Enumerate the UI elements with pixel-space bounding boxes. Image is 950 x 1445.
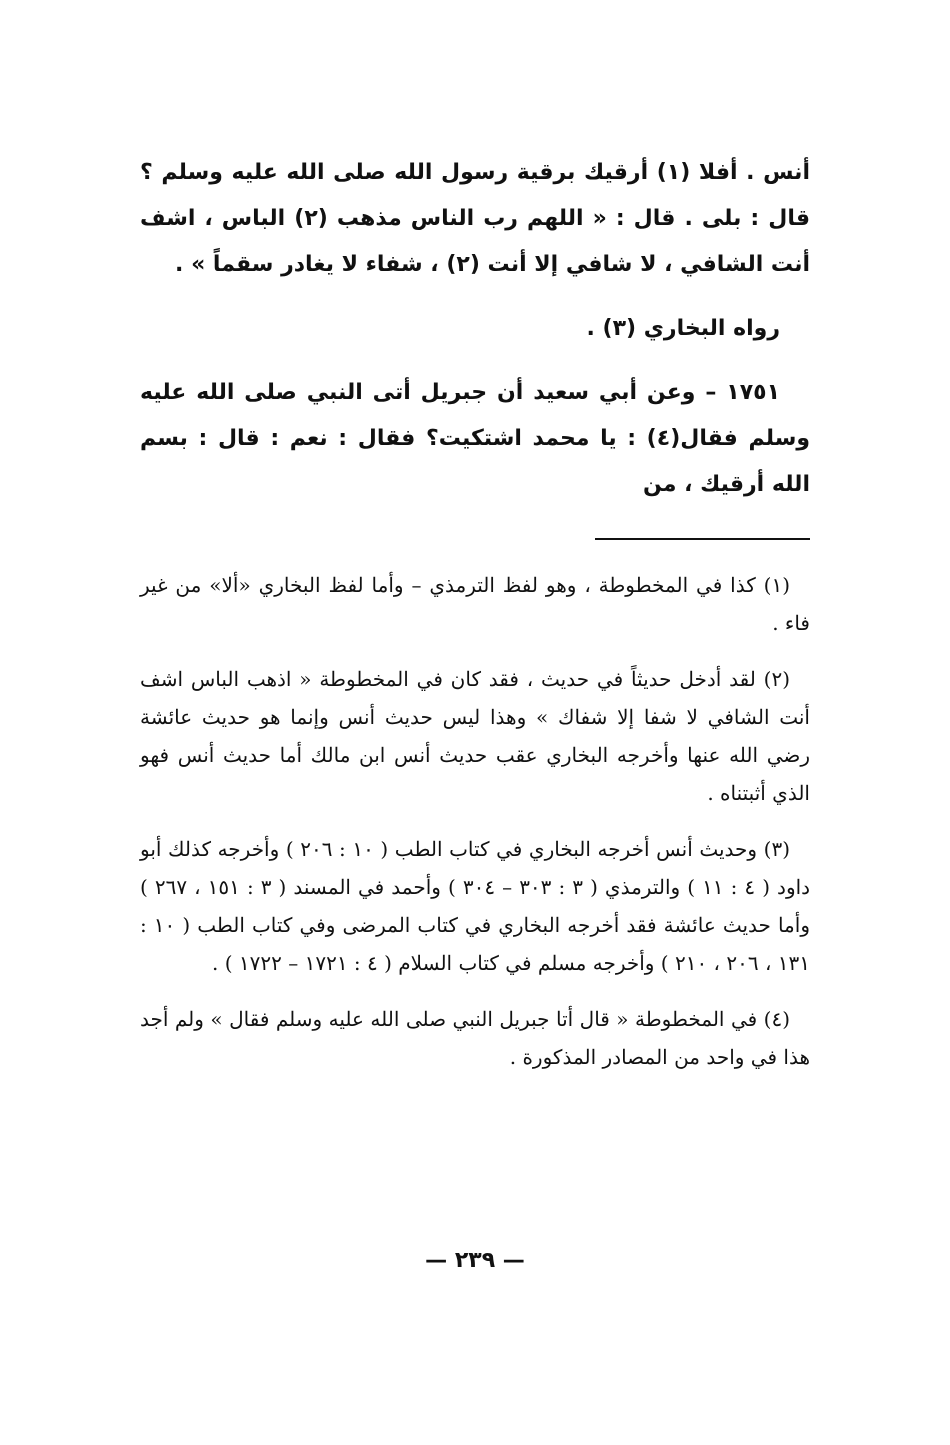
footnote-1: (١) كذا في المخطوطة ، وهو لفظ الترمذي – وأما لفظ البخاري «ألا» من غير فاء . <box>140 573 810 635</box>
footnote-3: (٣) وحديث أنس أخرجه البخاري في كتاب الطب ( ١٠ : ٢٠٦ ) وأخرجه كذلك أبو داود ( ٤ : ١١ ) والترمذي ( ٣ : ٣٠٣ – ٣٠٤ ) وأحمد في المسند ( ٣ : ١٥١ ، ٢٦٧ ) وأما حديث عائشة فقد أخرجه البخاري في كتاب المرضى وفي كتاب الطب ( ١٠ : ١٣١ ، ٢٠٦ ، ٢١٠ ) وأخرجه مسلم في كتاب السلام ( ٤ : ١٧٢١ – ١٧٢٢ ) . <box>140 837 811 975</box>
main-paragraph: أنس . أفلا (١) أرقيك برقية رسول الله صلى الله عليه وسلم ؟ قال : بلى . قال : « اللهم رب الناس مذهب (٢) الباس ، اشف أنت الشافي ، لا شافي إلا أنت (٢) ، شفاء لا يغادر سقماً » . <box>140 160 810 277</box>
page-body <box>140 150 810 1094</box>
footnote-divider <box>595 538 810 540</box>
footnotes <box>140 566 810 1076</box>
narrator-line: رواه البخاري (٣) . <box>586 316 780 341</box>
hadith-paragraph: ١٧٥١ – وعن أبي سعيد أن جبريل أتى النبي صلى الله عليه وسلم فقال(٤) : يا محمد اشتكيت؟ فقال : نعم : قال : بسم الله أرقيك ، من <box>140 380 810 497</box>
footnote-2: (٢) لقد أدخل حديثاً في حديث ، فقد كان في المخطوطة « اذهب الباس اشف أنت الشافي لا شفا إلا شفاك » وهذا ليس حديث أنس وإنما هو حديث عائشة رضي الله عنها وأخرجه البخاري عقب حديث أنس ابن مالك أما حديث أنس فهو الذي أثبتناه . <box>140 667 810 805</box>
footnote-4: (٤) في المخطوطة « قال أتا جبريل النبي صلى الله عليه وسلم فقال » ولم أجد هذا في واحد من المصادر المذكورة . <box>140 1007 810 1069</box>
page-number: — ٢٣٩ — <box>425 1248 525 1273</box>
